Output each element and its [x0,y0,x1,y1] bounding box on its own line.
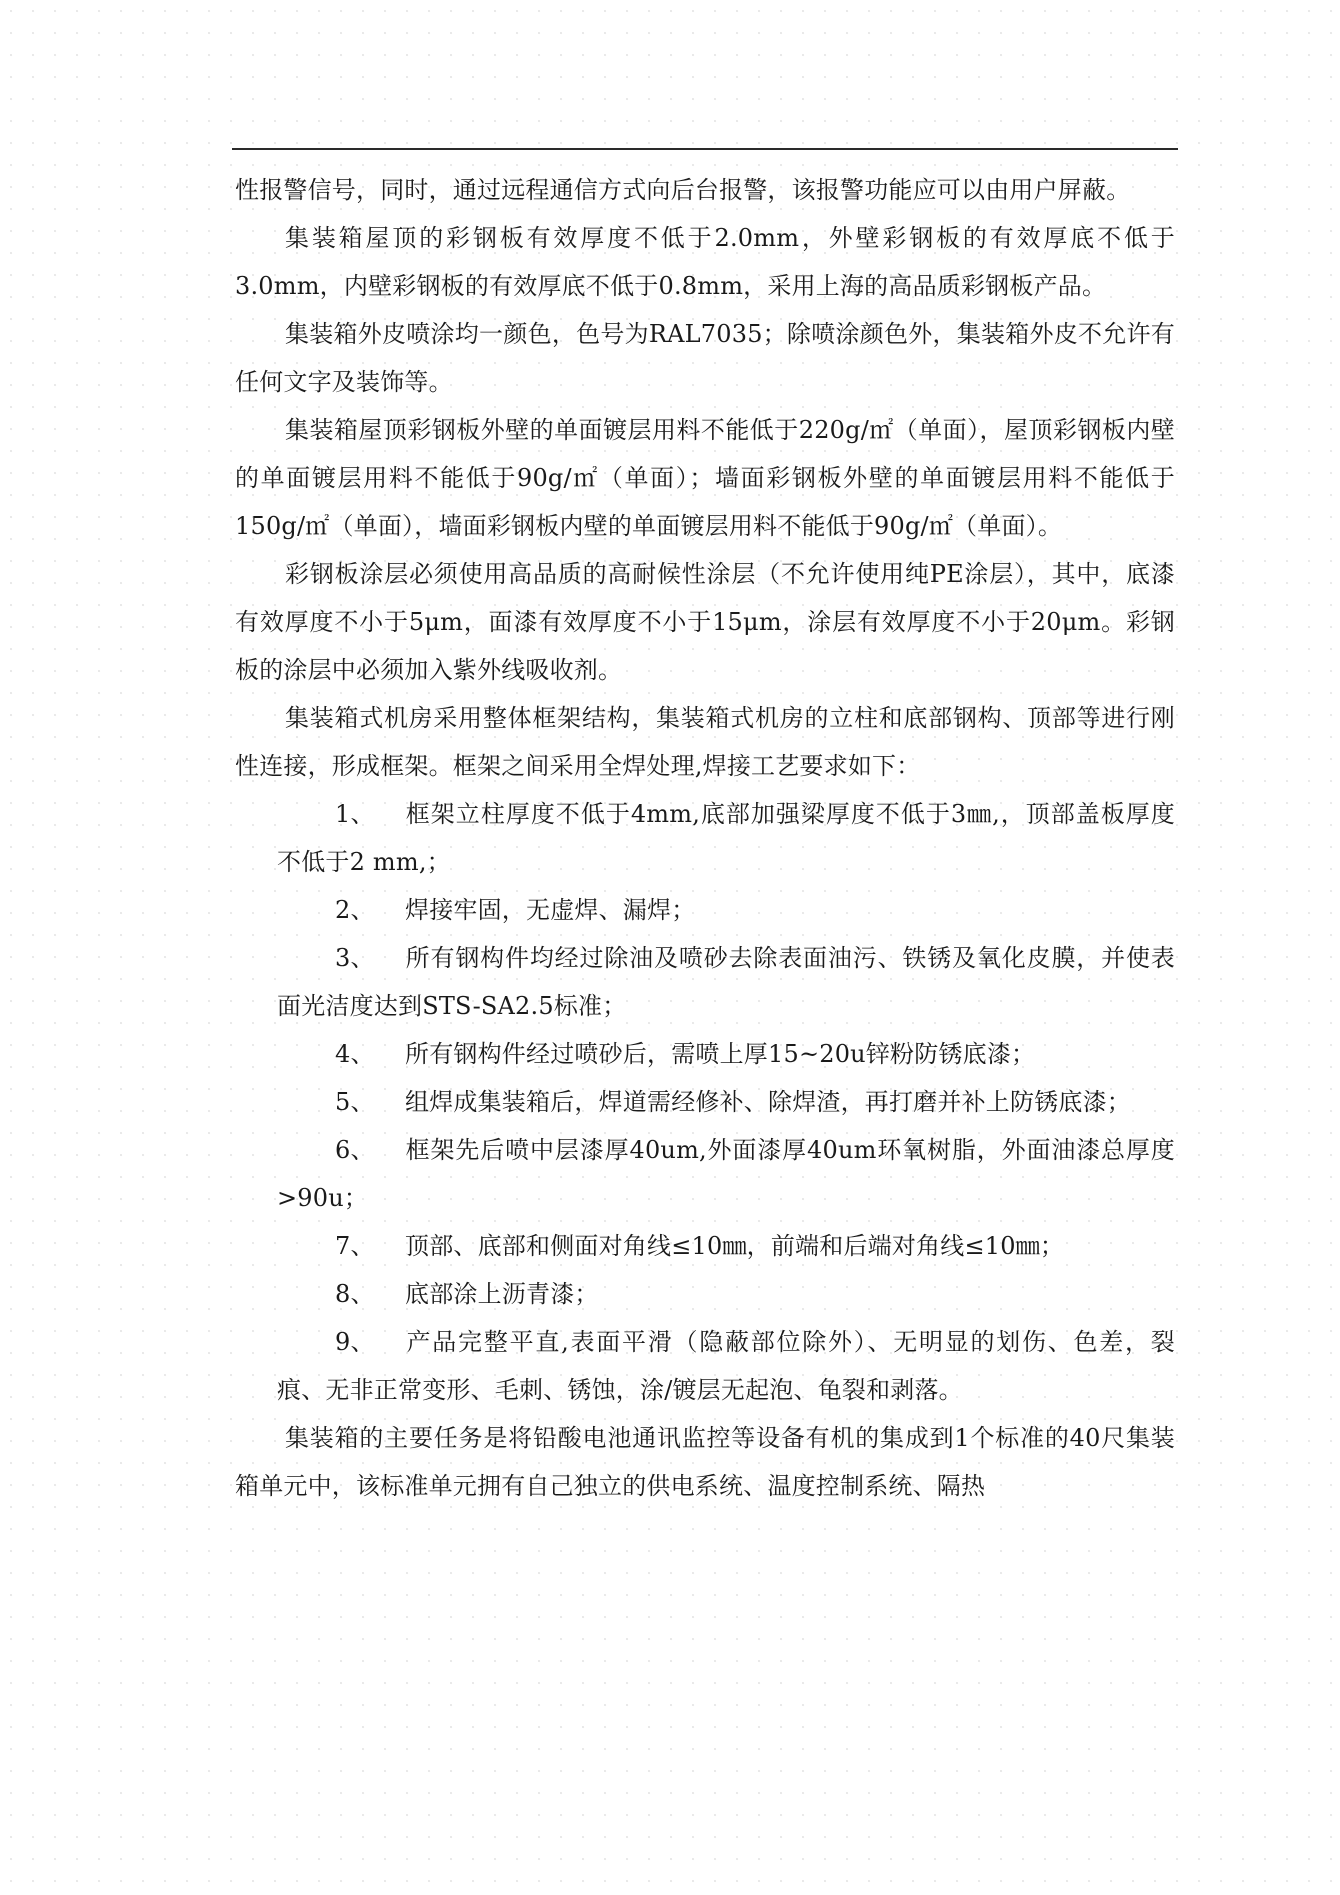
list-item-text: 底部涂上沥青漆； [405,1280,599,1308]
paragraph-color: 集装箱外皮喷涂均一颜色，色号为RAL7035；除喷涂颜色外，集装箱外皮不允许有任何文字及装饰等。 [235,320,1175,396]
list-item-number: 4、 [335,1040,375,1068]
list-item [235,1078,1175,1126]
header-rule [232,148,1178,150]
list-item-number: 3、 [335,944,375,972]
list-item-number: 2、 [335,896,375,924]
list-item-text: 框架立柱厚度不低于4mm,底部加强梁厚度不低于3㎜,，顶部盖板厚度不低于2 mm,； [277,800,1175,876]
list-item-text: 所有钢构件均经过除油及喷砂去除表面油污、铁锈及氧化皮膜，并使表面光洁度达到STS-SA2.5标准； [277,944,1175,1020]
list-item-text: 所有钢构件经过喷砂后，需喷上厚15~20u锌粉防锈底漆； [405,1040,1036,1068]
list-item-text: 产品完整平直,表面平滑（隐蔽部位除外）、无明显的划伤、色差，裂痕、无非正常变形、毛刺、锈蚀，涂/镀层无起泡、龟裂和剥落。 [277,1328,1175,1404]
paragraph-coating-weight: 集装箱屋顶彩钢板外壁的单面镀层用料不能低于220g/㎡（单面），屋顶彩钢板内壁的单面镀层用料不能低于90g/㎡（单面）；墙面彩钢板外壁的单面镀层用料不能低于150g/㎡（单面），墙面彩钢板内壁的单面镀层用料不能低于90g/㎡（单面）。 [235,416,1175,540]
list-item-number: 7、 [335,1232,375,1260]
list-item-number: 1、 [335,800,375,828]
list-item-number: 8、 [335,1280,375,1308]
list-item [235,1270,1175,1318]
list-item-number: 9、 [335,1328,375,1356]
paragraph-roof-thickness: 集装箱屋顶的彩钢板有效厚度不低于2.0mm，外壁彩钢板的有效厚底不低于3.0mm，内壁彩钢板的有效厚底不低于0.8mm，采用上海的高品质彩钢板产品。 [235,224,1175,300]
document-body [235,166,1175,1510]
list-item [235,1126,1175,1222]
list-item-text: 框架先后喷中层漆厚40um,外面漆厚40um环氧树脂，外面油漆总厚度>90u； [277,1136,1175,1212]
list-item [235,1030,1175,1078]
list-item-number: 5、 [335,1088,375,1116]
list-item [235,790,1175,886]
paragraph-frame-structure: 集装箱式机房采用整体框架结构，集装箱式机房的立柱和底部钢构、顶部等进行刚性连接，形成框架。框架之间采用全焊处理,焊接工艺要求如下： [235,704,1175,780]
paragraph-coating-layer: 彩钢板涂层必须使用高品质的高耐候性涂层（不允许使用纯PE涂层），其中，底漆有效厚度不小于5μm，面漆有效厚度不小于15μm，涂层有效厚度不小于20μm。彩钢板的涂层中必须加入紫外线吸收剂。 [235,560,1175,684]
list-item [235,1222,1175,1270]
list-item-text: 顶部、底部和侧面对角线≤10㎜，前端和后端对角线≤10㎜； [405,1232,1065,1260]
list-item [235,886,1175,934]
paragraph-container-task: 集装箱的主要任务是将铅酸电池通讯监控等设备有机的集成到1个标准的40尺集装箱单元中，该标准单元拥有自己独立的供电系统、温度控制系统、隔热 [235,1424,1175,1500]
list-item [235,934,1175,1030]
list-item-text: 组焊成集装箱后，焊道需经修补、除焊渣，再打磨并补上防锈底漆； [405,1088,1131,1116]
list-item [235,1318,1175,1414]
list-item-text: 焊接牢固，无虚焊、漏焊； [405,896,696,924]
welding-requirements-list [235,790,1175,1414]
list-item-number: 6、 [335,1136,375,1164]
paragraph-continued: 性报警信号，同时，通过远程通信方式向后台报警，该报警功能应可以由用户屏蔽。 [235,176,1131,204]
